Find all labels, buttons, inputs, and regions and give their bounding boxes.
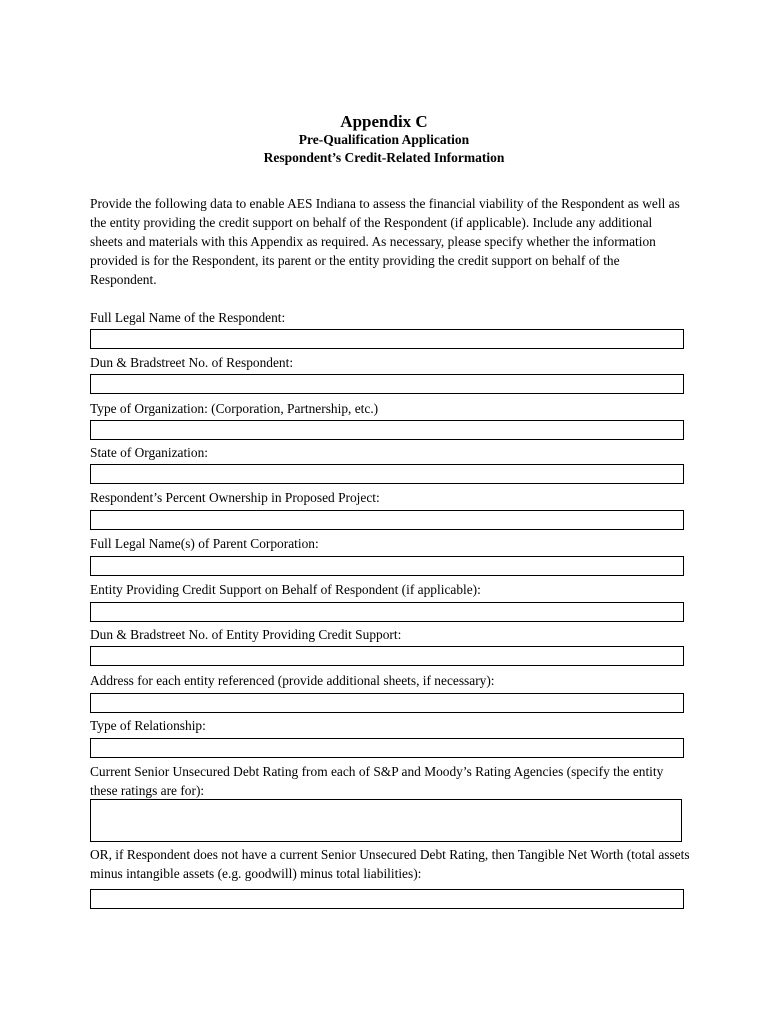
duns-credit-support-input[interactable] — [90, 646, 684, 666]
document-subtitle-secondary: Respondent’s Credit-Related Information — [263, 150, 505, 165]
field-label-legal-name: Full Legal Name of the Respondent: — [90, 310, 286, 325]
field-label-organization-type: Type of Organization: (Corporation, Partnership, etc.) — [90, 401, 379, 416]
legal-name-input[interactable] — [90, 329, 684, 349]
field-label-duns-credit-support: Dun & Bradstreet No. of Entity Providing Credit Support: — [90, 627, 402, 642]
parent-corporation-input[interactable] — [90, 556, 684, 576]
credit-support-entity-input[interactable] — [90, 602, 684, 622]
field-label-credit-support-entity: Entity Providing Credit Support on Behalf of Respondent (if applicable): — [90, 582, 481, 597]
field-label-debt-rating: Current Senior Unsecured Debt Rating from each of S&P and Moody’s Rating Agencies (specify the entity these ratings are for): — [90, 764, 664, 798]
field-label-parent-corporation: Full Legal Name(s) of Parent Corporation: — [90, 536, 319, 551]
field-label-state-of-organization: State of Organization: — [90, 445, 209, 460]
field-label-relationship-type: Type of Relationship: — [90, 718, 206, 733]
duns-respondent-input[interactable] — [90, 374, 684, 394]
field-label-tangible-net-worth: OR, if Respondent does not have a current Senior Unsecured Debt Rating, then Tangible Net Worth (total assets minus intangible assets (e.g. goodwill) minus total liabilities): — [90, 847, 690, 881]
percent-ownership-input[interactable] — [90, 510, 684, 530]
relationship-type-input[interactable] — [90, 738, 684, 758]
debt-rating-input[interactable] — [90, 799, 682, 842]
field-label-entity-address: Address for each entity referenced (provide additional sheets, if necessary): — [90, 673, 495, 688]
state-of-organization-input[interactable] — [90, 464, 684, 484]
field-label-percent-ownership: Respondent’s Percent Ownership in Proposed Project: — [90, 490, 380, 505]
field-label-duns-respondent: Dun & Bradstreet No. of Respondent: — [90, 355, 294, 370]
tangible-net-worth-input[interactable] — [90, 889, 684, 909]
document-title: Appendix C — [340, 112, 428, 131]
entity-address-input[interactable] — [90, 693, 684, 713]
organization-type-input[interactable] — [90, 420, 684, 440]
intro-paragraph: Provide the following data to enable AES Indiana to assess the financial viability of the Respondent as well as the entity providing the credit support on behalf of the Respondent (if applicable). Include any additional sheets and materials with this Appendix as required. As necessary, please specify whether the information provided is for the Respondent, its parent or the entity providing the credit support on behalf of the Respondent. — [90, 196, 680, 287]
document-subtitle: Pre-Qualification Application — [298, 132, 470, 147]
